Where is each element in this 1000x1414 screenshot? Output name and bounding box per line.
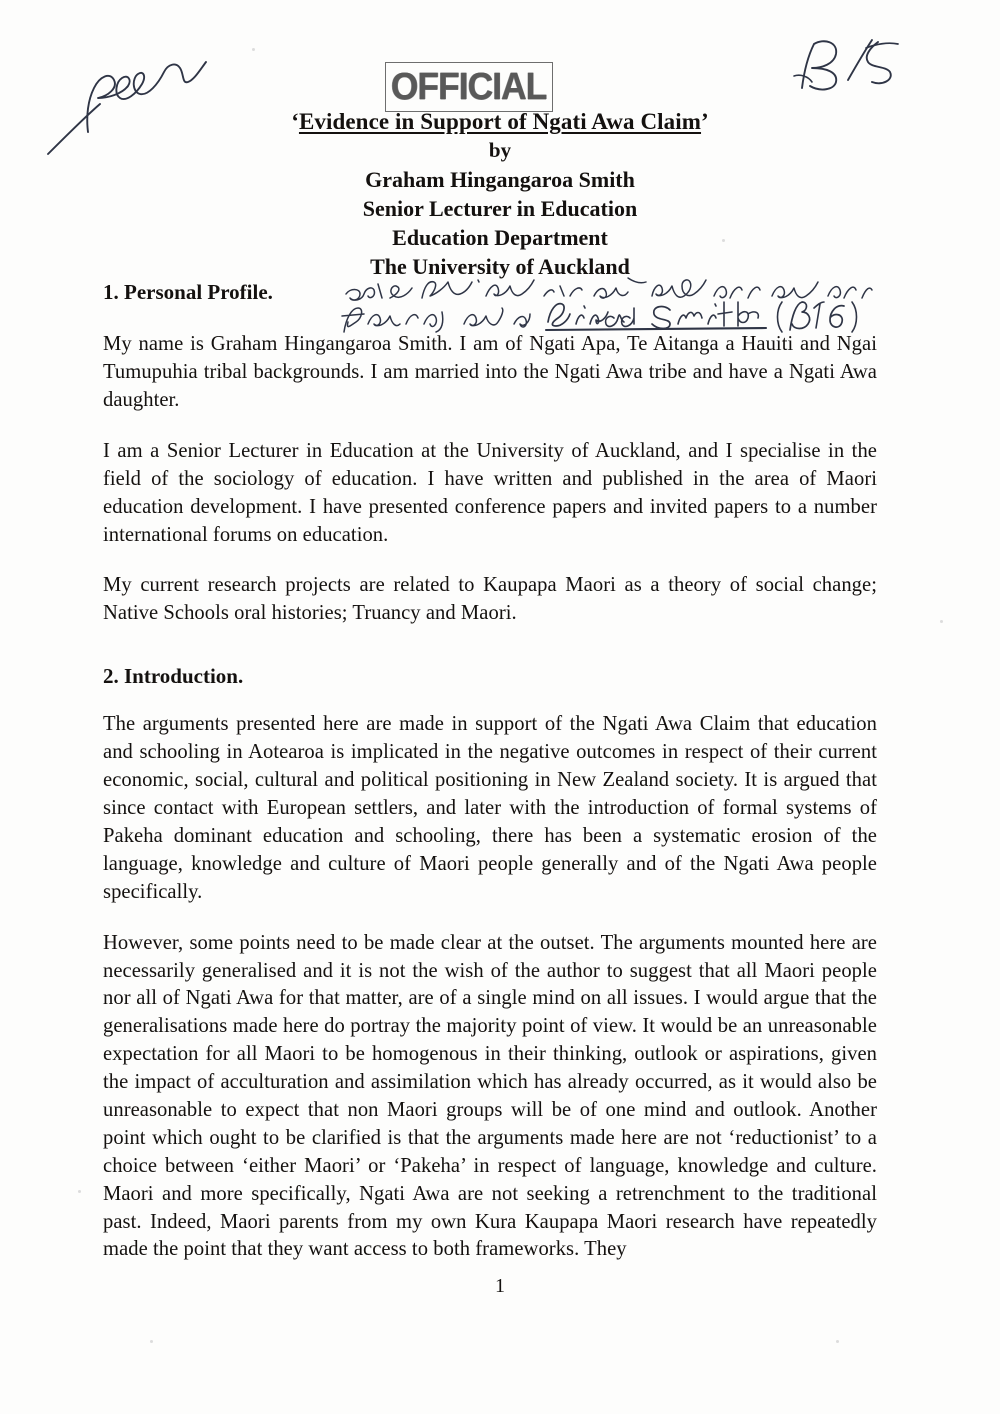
paragraph: The arguments presented here are made in support of the Ngati Awa Claim that education and schooling in Aotearoa is implicated in the negative outcomes in respect of their current economic, social, cultural and political positioning in New Zealand society. It is argued that since contact with European settlers, and later with the introduction of formal systems of Pakeha dominant education and schooling, there has been a systematic erosion of the language, knowledge and culture of Maori people generally and of the Ngati Awa people specifically. <box>103 713 877 903</box>
paragraph: However, some points need to be made clear at the outset. The arguments mounted here are necessarily generalised and it is not the wish of the author to suggest that all Maori people nor all of Ngati Awa for that matter, are of a single mind on all issues. I would argue that the generalisations made here do portray the majority point of view. It would be an unreasonable expectation for all Maori to be homogenous in their thinking, outlook or aspirations, given the impact of acculturation and assimilation which has already occurred, as it would also be unreasonable to expect that non Maori groups will be of one mind and outlook. Another point which ought to be clarified is that the arguments made here are not ‘reductionist’ to a choice between ‘either Maori’ or ‘Pakeha’ in respect of language, knowledge and culture. Maori and more specifically, Ngati Awa are not seeking a retrenchment to the traditional past. Indeed, Maori parents from my own Kura Kaupapa Maori research have repeatedly made the point that they want access to both frameworks. They <box>103 931 877 1261</box>
title-close-quote: ’ <box>701 109 709 134</box>
author-name: Graham Hingangaroa Smith <box>365 166 635 192</box>
page-number: 1 <box>495 1275 505 1297</box>
author-role: Senior Lecturer in Education <box>362 195 638 221</box>
paragraph: I am a Senior Lecturer in Education at the University of Auckland, and I specialise in the field of the sociology of education. I have written and published in the area of Maori education development. I have presented conference papers and invited papers to a number international forums on education. <box>103 439 877 546</box>
author-department: Education Department <box>392 224 608 250</box>
section-heading-personal-profile: 1. Personal Profile. <box>103 280 273 304</box>
scan-speck <box>78 1190 81 1193</box>
byline-by: by <box>488 138 512 163</box>
handwritten-reference-annotation <box>782 26 922 106</box>
scan-speck <box>836 1340 839 1343</box>
paragraph: My current research projects are related to Kaupapa Maori as a theory of social change; Native Schools oral histories; Truancy and Maori. <box>103 574 877 625</box>
scan-speck <box>252 48 255 51</box>
document-title <box>0 108 1000 135</box>
title-text: Evidence in Support of Ngati Awa Claim <box>298 109 702 134</box>
paragraph: My name is Graham Hingangaroa Smith. I am of Ngati Apa, Te Aitanga a Hauiti and Ngai Tumupuhia tribal backgrounds. I am married into the Ngati Awa tribe and have a Ngati Awa daughter. <box>103 333 877 411</box>
scan-speck <box>940 620 943 623</box>
scan-speck <box>150 1340 153 1343</box>
author-institution: The University of Auckland <box>370 253 630 279</box>
section-heading-introduction: 2. Introduction. <box>103 664 244 689</box>
official-stamp-text: OFFICIAL <box>391 66 547 108</box>
document-header <box>0 108 1000 281</box>
document-body <box>103 280 877 1264</box>
official-stamp <box>385 62 553 112</box>
title-open-quote: ‘ <box>291 109 299 134</box>
